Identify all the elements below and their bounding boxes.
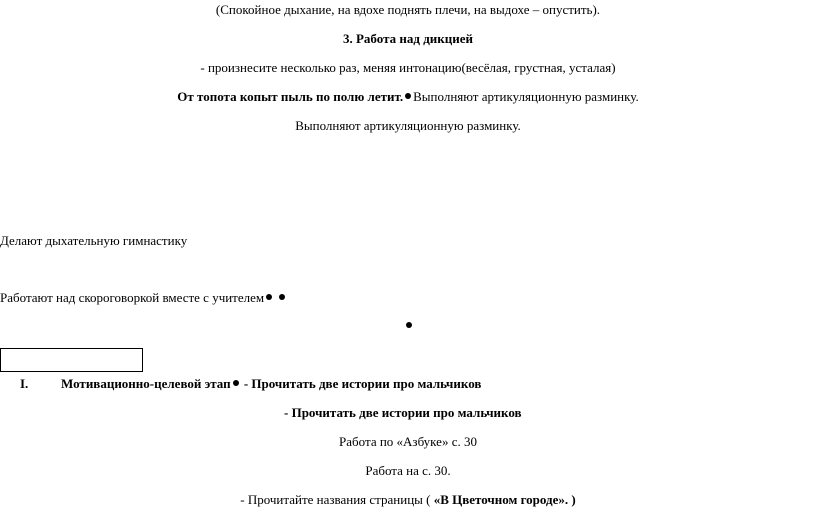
page-titles-line (0, 492, 816, 508)
tongue-twister-work-line (0, 290, 287, 306)
bullet-icon (405, 93, 411, 99)
articulation-text: Выполняют артикуляционную разминку. (295, 118, 521, 133)
breathing-exercise-text: Делают дыхательную гимнастику (0, 233, 188, 248)
bullet-icon (233, 380, 239, 386)
page-titles-prefix: - Прочитайте названия страницы ( (240, 492, 434, 507)
empty-table-cell (0, 348, 143, 372)
abc-book-text: Работа по «Азбуке» с. 30 (339, 434, 477, 449)
bullet-icon (279, 294, 285, 300)
stage-number: I. (20, 376, 29, 391)
tongue-twister-work-text: Работают над скороговоркой вместе с учителем (0, 290, 265, 305)
read-stories-task: - Прочитать две истории про мальчиков (284, 405, 522, 420)
tongue-twister-text: От топота копыт пыль по полю летит. (177, 89, 404, 104)
bullet-icon (406, 322, 412, 328)
page-titles-bold: «В Цветочном городе». ) (433, 492, 576, 507)
page-work-text: Работа на с. 30. (365, 463, 451, 478)
intonation-instruction: - произнесите несколько раз, меняя интонацию(весёлая, грустная, усталая) (200, 60, 616, 75)
stage-line (61, 376, 481, 392)
diction-heading: 3. Работа над дикцией (342, 31, 473, 46)
tongue-twister-line (0, 89, 816, 105)
breathing-instruction: (Спокойное дыхание, на вдохе поднять плечи, на выдохе – опустить). (215, 2, 601, 17)
bullet-icon (266, 294, 272, 300)
stage-task: - Прочитать две истории про мальчиков (240, 376, 482, 391)
stage-title: Мотивационно-целевой этап (61, 376, 231, 391)
articulation-inline-text: Выполняют артикуляционную разминку. (413, 89, 639, 104)
